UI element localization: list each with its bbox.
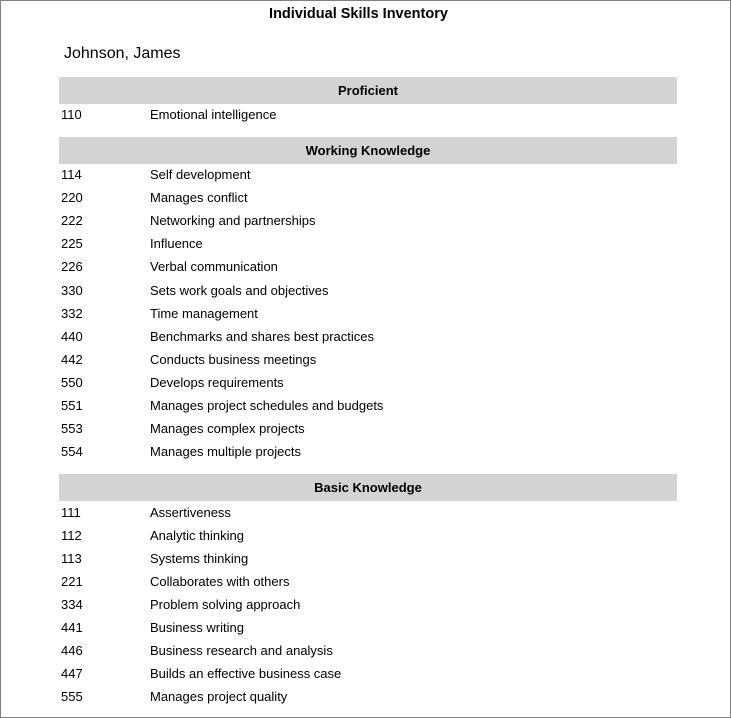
- skill-row: [1, 547, 701, 570]
- section-header-working-knowledge: Working Knowledge: [59, 137, 677, 164]
- skill-name: Manages multiple projects: [150, 444, 302, 459]
- skill-code: 111: [61, 505, 81, 520]
- skill-row: [1, 255, 701, 278]
- skill-code: 442: [61, 352, 83, 367]
- skill-code: 226: [61, 259, 83, 274]
- skill-name: Verbal communication: [150, 259, 278, 274]
- skill-row: [1, 417, 701, 440]
- skill-row: [1, 325, 701, 348]
- skill-code: 114: [61, 167, 82, 182]
- skill-row: [1, 279, 701, 302]
- skill-code: 551: [61, 398, 83, 413]
- skill-code: 330: [61, 283, 83, 298]
- skill-name: Conducts business meetings: [150, 352, 317, 367]
- skill-name: Emotional intelligence: [150, 107, 277, 122]
- skill-code: 112: [61, 528, 82, 543]
- skill-name: Collaborates with others: [150, 574, 290, 589]
- skill-row: [1, 524, 701, 547]
- skill-row: [1, 440, 701, 463]
- skill-name: Manages project schedules and budgets: [150, 398, 384, 413]
- skill-name: Networking and partnerships: [150, 213, 316, 228]
- skill-name: Influence: [150, 236, 203, 251]
- skill-name: Builds an effective business case: [150, 666, 342, 681]
- skill-name: Time management: [150, 306, 258, 321]
- skill-name: Sets work goals and objectives: [150, 283, 329, 298]
- skill-code: 220: [61, 190, 83, 205]
- skill-row: [1, 593, 701, 616]
- skill-name: Problem solving approach: [150, 597, 301, 612]
- skill-row: [1, 163, 701, 186]
- skill-code: 447: [61, 666, 83, 681]
- skill-code: 446: [61, 643, 83, 658]
- skill-code: 555: [61, 689, 83, 704]
- skill-row: [1, 616, 701, 639]
- skill-row: [1, 371, 701, 394]
- skill-row: [1, 685, 701, 708]
- skill-row: [1, 186, 701, 209]
- skill-row: [1, 302, 701, 325]
- skill-name: Business research and analysis: [150, 643, 333, 658]
- skill-name: Analytic thinking: [150, 528, 244, 543]
- skill-name: Self development: [150, 167, 251, 182]
- skill-code: 332: [61, 306, 83, 321]
- skill-code: 225: [61, 236, 83, 251]
- skill-name: Assertiveness: [150, 505, 231, 520]
- skill-name: Systems thinking: [150, 551, 249, 566]
- skill-row: [1, 348, 701, 371]
- skill-code: 222: [61, 213, 83, 228]
- skill-row: [1, 662, 701, 685]
- skill-code: 110: [61, 107, 82, 122]
- skill-row: [1, 639, 701, 662]
- skill-name: Benchmarks and shares best practices: [150, 329, 374, 344]
- skill-name: Business writing: [150, 620, 244, 635]
- skill-name: Manages complex projects: [150, 421, 305, 436]
- skill-row: [1, 209, 701, 232]
- skill-name: Develops requirements: [150, 375, 284, 390]
- skill-row: [1, 501, 701, 524]
- skill-code: 554: [61, 444, 83, 459]
- skill-code: 550: [61, 375, 83, 390]
- skill-code: 553: [61, 421, 83, 436]
- skill-row: [1, 394, 701, 417]
- section-header-basic-knowledge: Basic Knowledge: [59, 474, 677, 501]
- skill-code: 441: [61, 620, 83, 635]
- skill-name: Manages project quality: [150, 689, 288, 704]
- skill-code: 113: [61, 551, 82, 566]
- skill-row: [1, 103, 701, 126]
- skill-name: Manages conflict: [150, 190, 248, 205]
- skill-code: 334: [61, 597, 83, 612]
- skill-code: 221: [61, 574, 83, 589]
- employee-name: Johnson, James: [64, 45, 181, 62]
- skill-code: 440: [61, 329, 83, 344]
- skill-row: [1, 232, 701, 255]
- skill-row: [1, 570, 701, 593]
- report-title: Individual Skills Inventory: [269, 6, 448, 22]
- section-header-proficient: Proficient: [59, 77, 677, 104]
